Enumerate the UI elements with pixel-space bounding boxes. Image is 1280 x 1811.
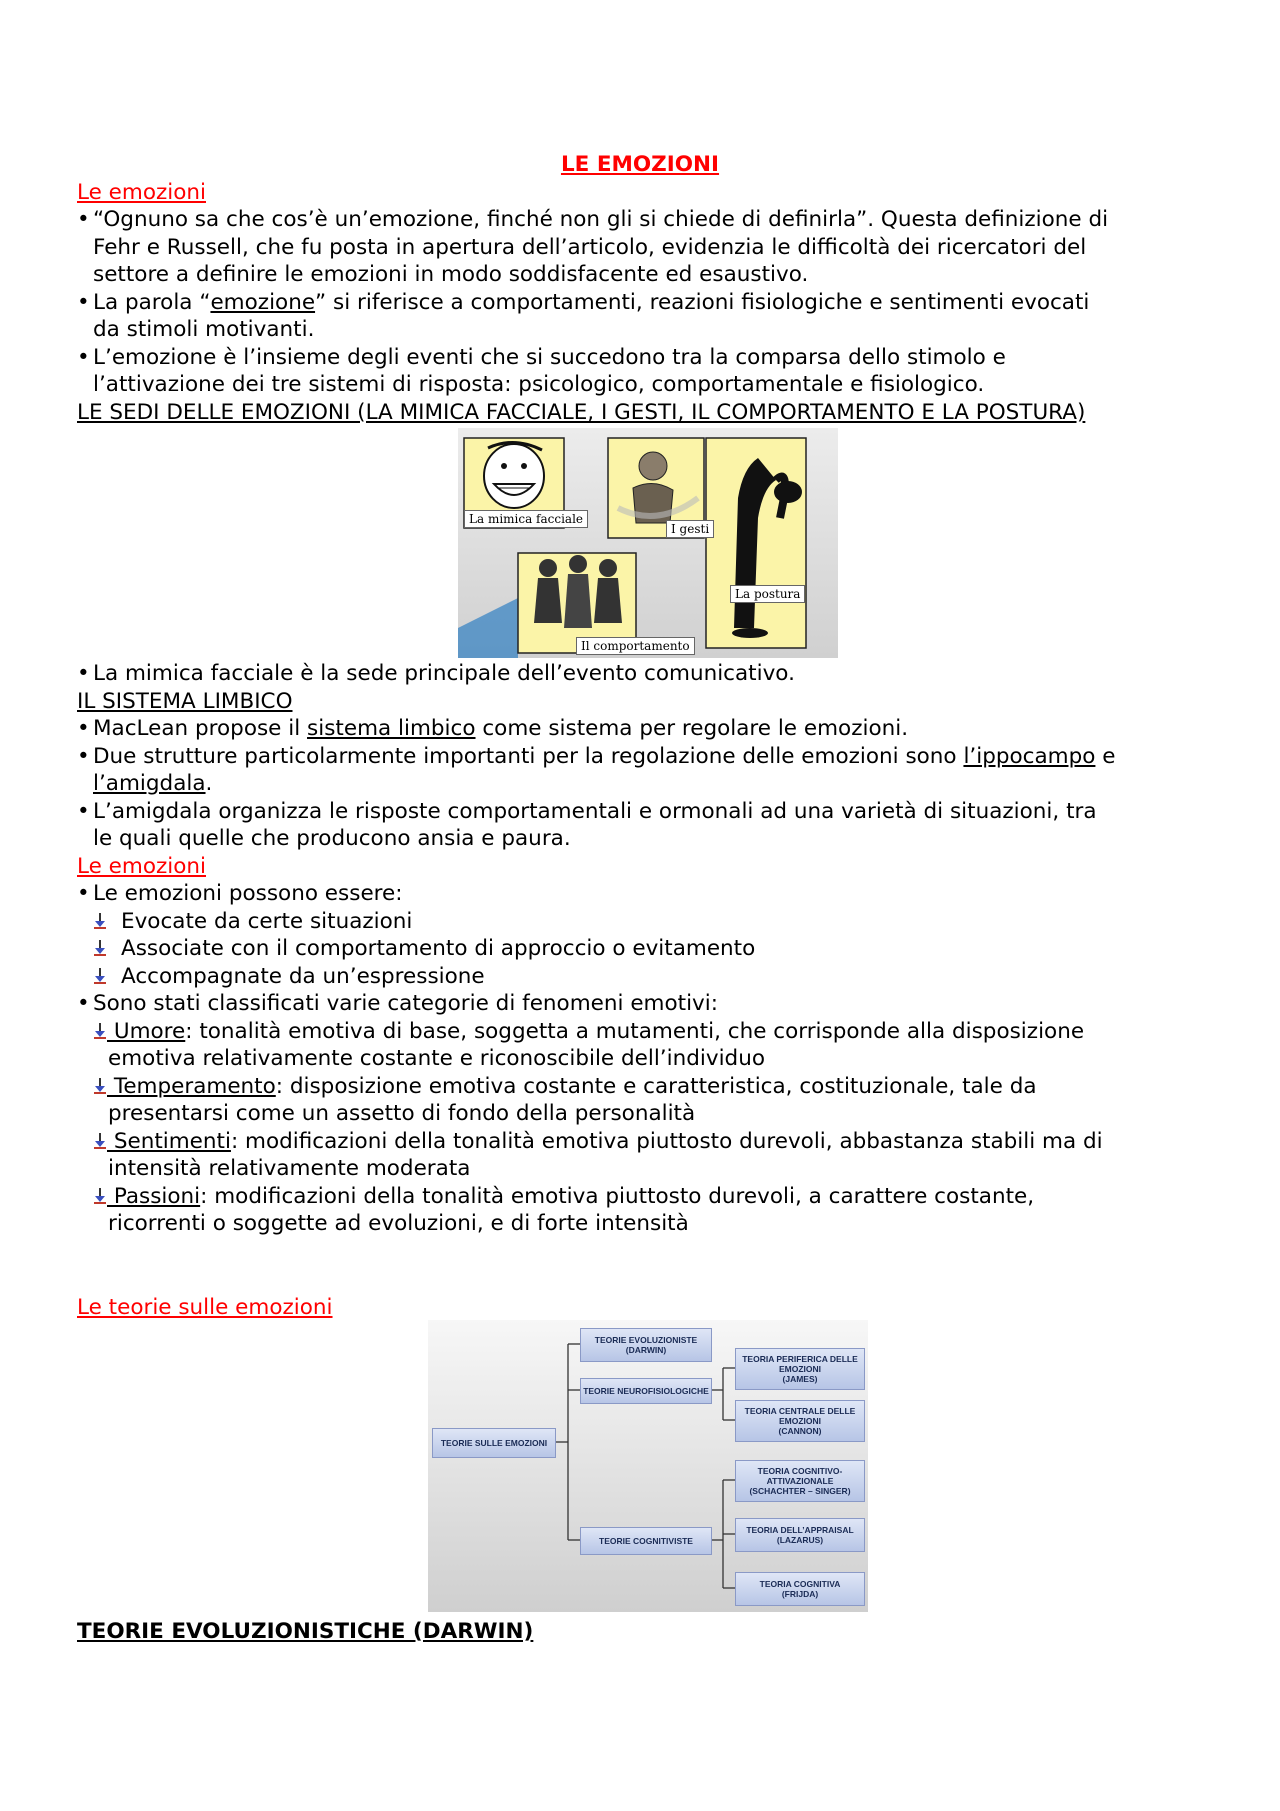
node-teoria-cognitivo-attivazionale: TEORIA COGNITIVO- ATTIVAZIONALE (SCHACHTER – SINGER) <box>735 1460 865 1502</box>
arrow-bullet-icon <box>93 1187 107 1205</box>
node-teoria-periferica: TEORIA PERIFERICA DELLE EMOZIONI (JAMES) <box>735 1348 865 1390</box>
bullet-insieme-eventi-l1: • L’emozione è l’insieme degli eventi che si succedono tra la comparsa dello stimolo e <box>77 344 1006 372</box>
bullet-parola-emozione: • La parola “emozione” si riferisce a comportamenti, reazioni fisiologiche e sentimenti evocati <box>77 289 1089 317</box>
sub-item-accompagnate: Accompagnate da un’espressione <box>93 963 485 991</box>
category-temperamento: Temperamento: disposizione emotiva costante e caratteristica, costituzionale, tale da <box>93 1073 1037 1101</box>
sub-item-associate: Associate con il comportamento di approccio o evitamento <box>93 935 755 963</box>
bullet-parola-emozione-l2: da stimoli motivanti. <box>93 317 315 342</box>
bullet-maclean: • MacLean propose il sistema limbico come sistema per regolare le emozioni. <box>77 715 908 743</box>
node-teoria-centrale: TEORIA CENTRALE DELLE EMOZIONI (CANNON) <box>735 1400 865 1442</box>
bullet-categorie: • Sono stati classificati varie categorie di fenomeni emotivi: <box>77 990 718 1018</box>
label-mimica-facciale: La mimica facciale <box>464 510 588 528</box>
term-amigdala: l’amigdala <box>93 771 206 796</box>
section-heading-teorie: Le teorie sulle emozioni <box>77 1295 333 1320</box>
category-passioni: Passioni: modificazioni della tonalità emotiva piuttosto durevoli, a carattere costante, <box>93 1183 1034 1211</box>
section-heading-darwin: TEORIE EVOLUZIONISTICHE (DARWIN) <box>77 1619 534 1644</box>
arrow-bullet-icon <box>93 1132 107 1150</box>
sedi-emozioni-image <box>458 428 838 658</box>
label-postura: La postura <box>730 585 805 603</box>
node-teoria-cognitiva: TEORIA COGNITIVA (FRIJDA) <box>735 1572 865 1606</box>
bullet-amigdala-l1: • L’amigdala organizza le risposte comportamentali e ormonali ad una varietà di situazioni, tra <box>77 798 1097 826</box>
label-comportamento: Il comportamento <box>576 637 695 655</box>
bullet-definizione-l2: Fehr e Russell, che fu posta in apertura dell’articolo, evidenzia le difficoltà dei ricercatori del <box>93 235 1087 260</box>
category-umore-l2: emotiva relativamente costante e riconoscibile dell’individuo <box>108 1046 765 1071</box>
term-ippocampo: l’ippocampo <box>963 744 1096 769</box>
sub-item-evocate: Evocate da certe situazioni <box>93 908 412 936</box>
node-teorie-sulle-emozioni: TEORIE SULLE EMOZIONI <box>432 1428 556 1458</box>
category-sentimenti-l2: intensità relativamente moderata <box>108 1156 471 1181</box>
section-heading-emozioni: Le emozioni <box>77 180 206 205</box>
bullet-possono-essere: • Le emozioni possono essere: <box>77 880 403 908</box>
bullet-definizione-l1: • “Ognuno sa che cos’è un’emozione, finché non gli si chiede di definirla”. Questa definizione di <box>77 206 1108 234</box>
arrow-bullet-icon <box>93 967 107 985</box>
category-temperamento-l2: presentarsi come un assetto di fondo della personalità <box>108 1101 696 1126</box>
section-heading-emozioni-2: Le emozioni <box>77 854 206 879</box>
arrow-bullet-icon <box>93 912 107 930</box>
arrow-bullet-icon <box>93 939 107 957</box>
bullet-mimica-facciale: • La mimica facciale è la sede principale dell’evento comunicativo. <box>77 660 795 688</box>
bullet-amigdala-l2: le quali quelle che producono ansia e paura. <box>93 826 571 851</box>
sedi-emozioni-illustration <box>458 428 838 658</box>
document-title: LE EMOZIONI <box>560 152 720 177</box>
teorie-diagram <box>428 1320 868 1612</box>
category-passioni-l2: ricorrenti o soggette ad evoluzioni, e di forte intensità <box>108 1211 689 1236</box>
term-sistema-limbico: sistema limbico <box>307 716 476 741</box>
category-umore: Umore: tonalità emotiva di base, soggetta a mutamenti, che corrisponde alla disposizione <box>93 1018 1084 1046</box>
category-sentimenti: Sentimenti: modificazioni della tonalità emotiva piuttosto durevoli, abbastanza stabili ma di <box>93 1128 1103 1156</box>
arrow-bullet-icon <box>93 1077 107 1095</box>
label-gesti: I gesti <box>666 520 714 538</box>
arrow-bullet-icon <box>93 1022 107 1040</box>
bullet-definizione-l3: settore a definire le emozioni in modo soddisfacente ed esaustivo. <box>93 262 809 287</box>
term-emozione: emozione <box>210 290 316 315</box>
bullet-insieme-eventi-l2: l’attivazione dei tre sistemi di risposta: psicologico, comportamentale e fisiologico. <box>93 372 985 397</box>
node-teorie-evoluzioniste: TEORIE EVOLUZIONISTE (DARWIN) <box>580 1328 712 1362</box>
node-teorie-neurofisiologiche: TEORIE NEUROFISIOLOGICHE <box>580 1378 712 1404</box>
node-teorie-cognitiviste: TEORIE COGNITIVISTE <box>580 1527 712 1555</box>
node-teoria-appraisal: TEORIA DELL’APPRAISAL (LAZARUS) <box>735 1518 865 1552</box>
section-heading-sistema-limbico: IL SISTEMA LIMBICO <box>77 689 293 714</box>
bullet-due-strutture-l2: l’amigdala. <box>93 771 213 796</box>
section-heading-sedi: LE SEDI DELLE EMOZIONI (LA MIMICA FACCIALE, I GESTI, IL COMPORTAMENTO E LA POSTURA) <box>77 400 1086 425</box>
bullet-due-strutture: • Due strutture particolarmente importanti per la regolazione delle emozioni sono l’ippocampo e <box>77 743 1115 771</box>
